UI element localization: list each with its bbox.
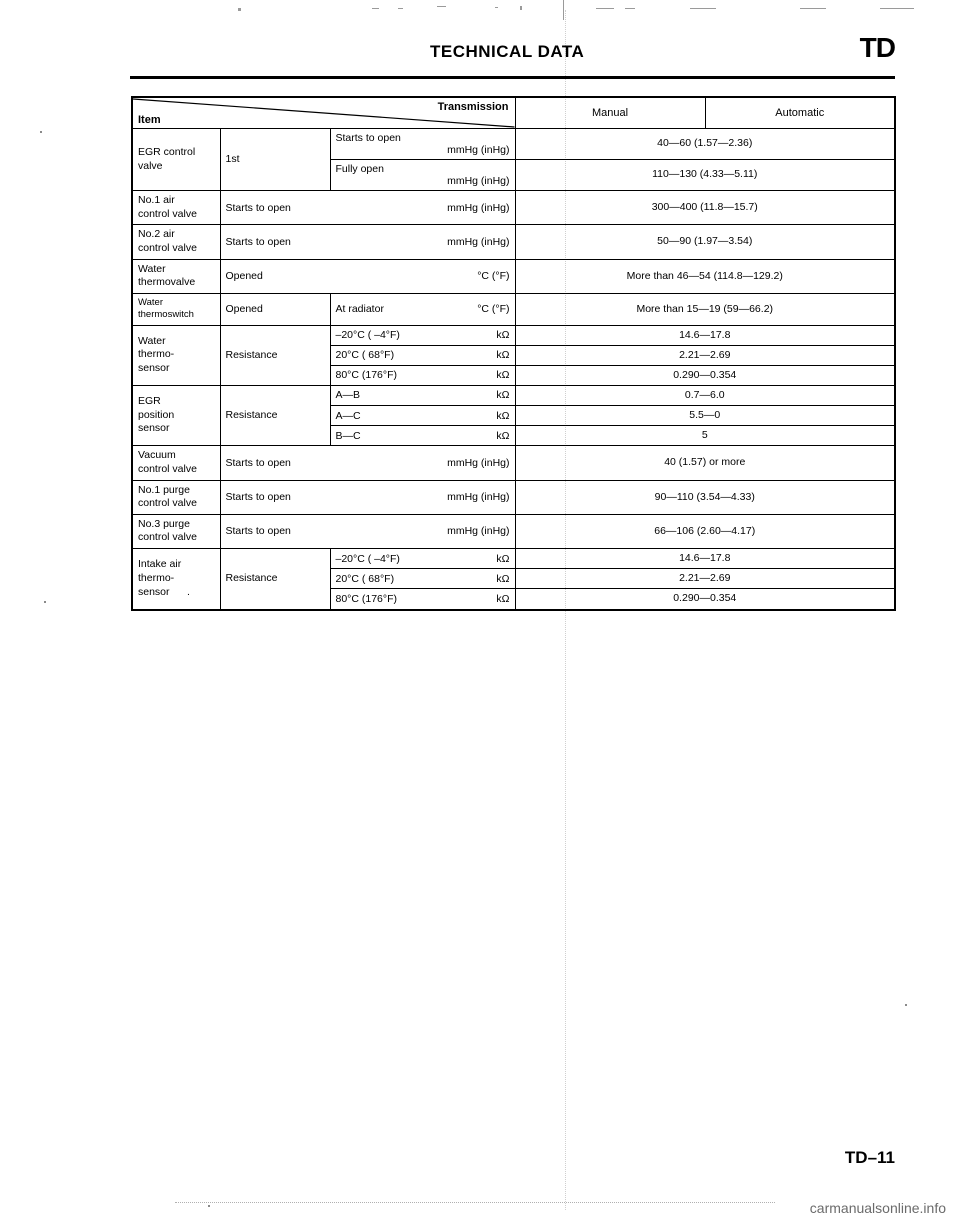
row-item: No.3 purge control valve <box>132 514 220 548</box>
table-row <box>132 293 895 325</box>
row-item: No.1 air control valve <box>132 191 220 225</box>
row-item: Intake air thermo- sensor . <box>132 549 220 610</box>
column-header-automatic: Automatic <box>705 97 895 129</box>
section-code: TD <box>859 32 895 63</box>
watermark: carmanualsonline.info <box>809 1200 946 1216</box>
row-item: Vacuum control valve <box>132 446 220 480</box>
row-condition: 20°C ( 68°F) kΩ <box>330 345 515 365</box>
page-number: TD–11 <box>844 1148 895 1167</box>
table-row <box>132 480 895 514</box>
row-item: No.1 purge control valve <box>132 480 220 514</box>
row-value: 40 (1.57) or more <box>515 446 895 480</box>
row-condition: 80°C (176°F) kΩ <box>330 589 515 610</box>
row-item: EGR position sensor <box>132 385 220 445</box>
row-value: 5 <box>515 426 895 446</box>
corner-col-label: Transmission <box>437 101 509 113</box>
row-mid-label: Resistance <box>220 549 330 610</box>
row-condition: Opened <box>220 293 330 325</box>
row-value: More than 46—54 (114.8—129.2) <box>515 259 895 293</box>
row-condition: Opened °C (°F) <box>220 259 515 293</box>
row-value: 5.5—0 <box>515 406 895 426</box>
scan-artifacts <box>0 0 960 22</box>
bottom-scan-line <box>175 1202 775 1204</box>
row-item: EGR control valve <box>132 129 220 191</box>
row-value: 14.6—17.8 <box>515 549 895 569</box>
row-item: Water thermovalve <box>132 259 220 293</box>
table-row <box>132 259 895 293</box>
row-condition: 80°C (176°F) kΩ <box>330 365 515 385</box>
table-row <box>132 446 895 480</box>
row-value: More than 15—19 (59—66.2) <box>515 293 895 325</box>
row-condition: Starts to open mmHg (inHg) <box>220 225 515 259</box>
column-header-manual: Manual <box>515 97 705 129</box>
header-rule <box>130 76 895 79</box>
page-header <box>130 32 895 74</box>
row-value: 110—130 (4.33—5.11) <box>515 160 895 191</box>
row-condition: Fully open mmHg (inHg) <box>330 160 515 191</box>
row-condition: Starts to open mmHg (inHg) <box>220 446 515 480</box>
row-condition: Starts to open mmHg (inHg) <box>330 129 515 160</box>
row-value: 2.21—2.69 <box>515 345 895 365</box>
row-item: No.2 air control valve <box>132 225 220 259</box>
row-condition: –20°C ( –4°F) kΩ <box>330 549 515 569</box>
row-condition-sub: At radiator °C (°F) <box>330 293 515 325</box>
speck <box>905 1004 907 1006</box>
corner-row-label: Item <box>138 114 161 126</box>
row-value: 2.21—2.69 <box>515 569 895 589</box>
row-condition: A—C kΩ <box>330 406 515 426</box>
speck <box>208 1205 210 1207</box>
table-row <box>132 514 895 548</box>
table-row <box>132 549 895 569</box>
row-item: Water thermoswitch <box>132 293 220 325</box>
row-value: 66—106 (2.60—4.17) <box>515 514 895 548</box>
table-row <box>132 225 895 259</box>
row-condition: 20°C ( 68°F) kΩ <box>330 569 515 589</box>
row-condition: –20°C ( –4°F) kΩ <box>330 325 515 345</box>
row-item: Water thermo- sensor <box>132 325 220 385</box>
row-mid-label: 1st <box>220 129 330 191</box>
row-value: 14.6—17.8 <box>515 325 895 345</box>
row-mid-label: Resistance <box>220 325 330 385</box>
table-corner-cell <box>132 97 515 129</box>
row-value: 90—110 (3.54—4.33) <box>515 480 895 514</box>
table-row <box>132 129 895 160</box>
table-header-row <box>132 97 895 129</box>
row-condition: Starts to open mmHg (inHg) <box>220 480 515 514</box>
table-row <box>132 325 895 345</box>
speck <box>40 131 42 133</box>
technical-data-table <box>131 96 894 611</box>
page-title: TECHNICAL DATA <box>430 42 585 61</box>
row-value: 0.290—0.354 <box>515 365 895 385</box>
row-value: 40—60 (1.57—2.36) <box>515 129 895 160</box>
row-condition: B—C kΩ <box>330 426 515 446</box>
row-mid-label: Resistance <box>220 385 330 445</box>
row-condition: A—B kΩ <box>330 385 515 405</box>
row-value: 300—400 (11.8—15.7) <box>515 191 895 225</box>
table-row <box>132 191 895 225</box>
row-value: 0.7—6.0 <box>515 385 895 405</box>
row-condition: Starts to open mmHg (inHg) <box>220 514 515 548</box>
row-value: 50—90 (1.97—3.54) <box>515 225 895 259</box>
row-value: 0.290—0.354 <box>515 589 895 610</box>
speck <box>44 601 46 603</box>
row-condition: Starts to open mmHg (inHg) <box>220 191 515 225</box>
table-row <box>132 385 895 405</box>
